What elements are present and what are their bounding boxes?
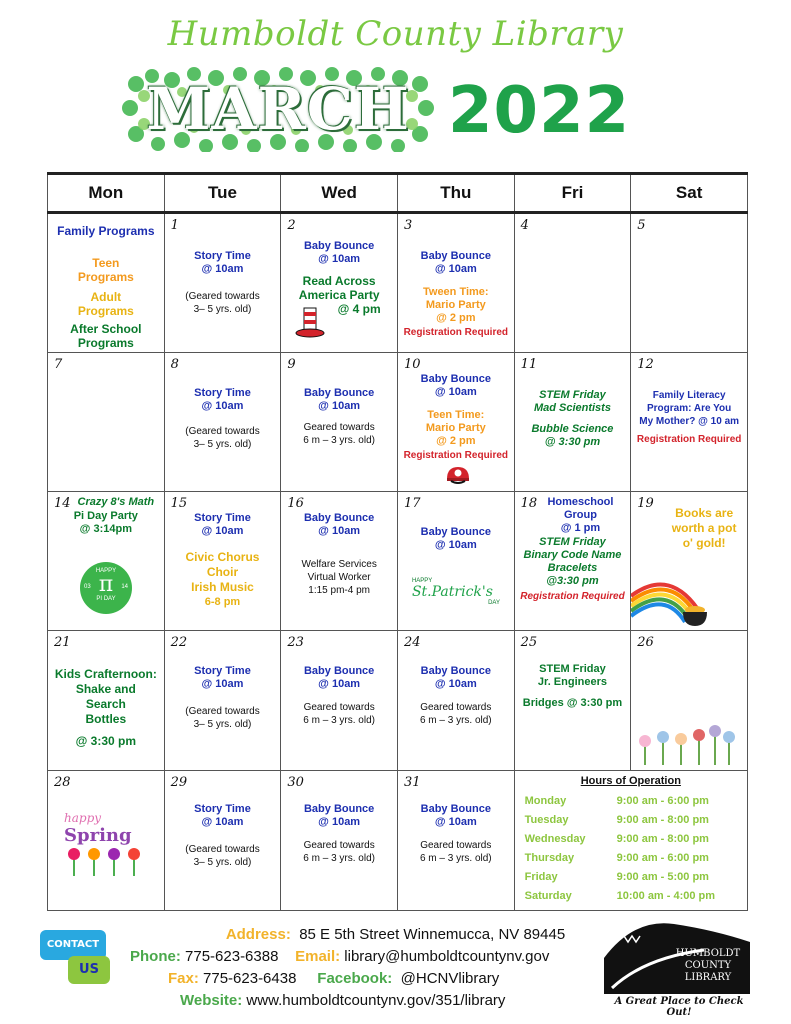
logo-tagline: A Great Place to Check Out!: [614, 996, 744, 1018]
day-cell-8: [164, 353, 281, 492]
weekday-sat: Sat: [631, 174, 748, 213]
event-bubble-science: Bubble Science @ 3:30 pm: [531, 423, 614, 448]
month-banner: [122, 66, 434, 152]
event-note: Geared towards 6 m – 3 yrs. old): [303, 422, 375, 446]
event-note: (Geared towards 3– 5 yrs. old): [185, 706, 260, 730]
event-baby-bounce: Baby Bounce @ 10am: [420, 250, 491, 275]
day-number: 11: [520, 357, 538, 372]
legend-teen: Teen Programs: [77, 256, 134, 284]
registration-required: Registration Required: [520, 591, 625, 602]
day-cell-28: [48, 771, 165, 911]
day-cell-5: [631, 213, 748, 353]
day-cell-10: [397, 353, 514, 492]
event-homeschool: Homeschool Group @ 1 pm: [547, 496, 614, 534]
event-books-gold: Books are worth a pot o' gold!: [671, 506, 737, 550]
rainbow-pot-icon: [631, 556, 741, 626]
event-story-time: Story Time @ 10am: [194, 387, 251, 412]
hours-title: Hours of Operation: [580, 775, 681, 787]
day-cell-22: [164, 631, 281, 771]
library-logo: [604, 918, 754, 1018]
day-number: 1: [170, 218, 179, 233]
st-patricks-graphic: [412, 578, 504, 606]
event-story-time: Story Time @ 10am: [194, 512, 251, 537]
event-baby-bounce: Baby Bounce @ 10am: [303, 240, 375, 265]
hours-of-operation: Hours of Operation Monday 9:00 am - 6:00 pm Tuesday 9:00 am - 8:00 pm Wednesday 9:00 am - 8:00 pm Thursday 9:00 am - 6:00 pm Friday 9:00 am - 5:00 pm Saturday 10:00 am - 4:00 pm: [514, 771, 747, 911]
library-title: Humboldt County Library: [167, 14, 624, 54]
pi-badge-bottom: PI DAY: [96, 596, 116, 602]
pi-badge-right: 14: [121, 584, 128, 590]
event-baby-bounce: Baby Bounce @ 10am: [420, 665, 491, 690]
event-baby-bounce: Baby Bounce @ 10am: [420, 373, 491, 398]
spring-text: Spring: [64, 825, 132, 846]
phone-link[interactable]: 775-623-6388: [185, 948, 279, 965]
day-number: 26: [637, 635, 654, 650]
event-baby-bounce: Baby Bounce @ 10am: [420, 526, 491, 551]
logo-text-1: HUMBOLDT: [675, 948, 741, 959]
day-cell-4: [514, 213, 631, 353]
weekday-header-row: [48, 174, 748, 213]
day-cell-14: [48, 492, 165, 631]
day-cell-7: [48, 353, 165, 492]
legend-after-school: After School Programs: [70, 322, 142, 350]
day-number: 18: [520, 496, 538, 511]
event-baby-bounce: Baby Bounce @ 10am: [303, 803, 375, 828]
day-number: 14: [54, 496, 71, 511]
facebook-link[interactable]: @HCNVlibrary: [400, 970, 500, 987]
day-cell-21: [48, 631, 165, 771]
day-number: 4: [520, 218, 529, 233]
event-note: (Geared towards 3– 5 yrs. old): [185, 291, 260, 315]
registration-required: Registration Required: [403, 327, 509, 338]
month-label: MARCH: [146, 75, 410, 143]
weekday-fri: Fri: [514, 174, 631, 213]
event-note: Geared towards 6 m – 3 yrs. old): [303, 840, 375, 864]
st-patricks-happy: HAPPY: [411, 578, 433, 584]
event-pi-day: Pi Day Party @ 3:14pm: [73, 510, 138, 535]
day-cell-2: [281, 213, 398, 353]
day-cell-1: [164, 213, 281, 353]
day-cell-15: [164, 492, 281, 631]
event-note: Geared towards 6 m – 3 yrs. old): [303, 702, 375, 726]
event-bridges: Bridges @ 3:30 pm: [522, 697, 623, 709]
day-number: 22: [170, 635, 188, 650]
event-tween-time: Tween Time: Mario Party @ 2 pm: [422, 286, 489, 324]
contact-bubble: CONTACT: [40, 930, 106, 960]
event-baby-bounce: Baby Bounce @ 10am: [303, 387, 375, 412]
day-cell-17: [397, 492, 514, 631]
event-read-across: Read Across America Party @ 4 pm: [298, 274, 381, 316]
event-teen-time: Teen Time: Mario Party @ 2 pm: [425, 409, 486, 447]
event-note: Geared towards 6 m – 3 yrs. old): [419, 840, 492, 864]
registration-required: Registration Required: [403, 450, 509, 461]
legend-cell: [48, 213, 165, 353]
footer-address: Address: 85 E 5th Street Winnemucca, NV 89445: [225, 926, 566, 943]
event-note: (Geared towards 3– 5 yrs. old): [185, 426, 260, 450]
day-cell-29: [164, 771, 281, 911]
day-number: 28: [54, 775, 71, 790]
weekday-thu: Thu: [397, 174, 514, 213]
day-number: 8: [170, 357, 179, 372]
website-link[interactable]: www.humboldtcountynv.gov/351/library: [246, 992, 506, 1009]
day-cell-16: [281, 492, 398, 631]
day-number: 25: [520, 635, 538, 650]
happy-spring-graphic: [64, 811, 154, 881]
day-cell-26: [631, 631, 748, 771]
legend-adult: Adult Programs: [77, 290, 134, 318]
weekday-mon: Mon: [48, 174, 165, 213]
flowers-icon: [635, 723, 735, 767]
registration-required: Registration Required: [636, 434, 742, 445]
pi-icon: π: [98, 572, 114, 597]
day-number: 17: [403, 496, 421, 511]
day-cell-19: [631, 492, 748, 631]
pi-badge-left: 03: [84, 584, 91, 590]
cat-in-hat-icon: [295, 306, 325, 340]
weekday-tue: Tue: [164, 174, 281, 213]
event-stem-jr-engineers: STEM Friday Jr. Engineers: [537, 663, 607, 688]
day-cell-18: [514, 492, 631, 631]
event-stem-binary: STEM Friday Binary Code Name Bracelets @3:30 pm: [523, 536, 622, 587]
event-note: Geared towards 6 m – 3 yrs. old): [419, 702, 492, 726]
day-number: 3: [403, 218, 413, 233]
day-cell-31: [397, 771, 514, 911]
day-number: 30: [287, 775, 304, 790]
day-number: 23: [287, 635, 304, 650]
event-note: (Geared towards 3– 5 yrs. old): [185, 844, 260, 868]
day-cell-11: [514, 353, 631, 492]
day-number: 21: [54, 635, 71, 650]
pi-day-badge: [80, 562, 132, 614]
event-story-time: Story Time @ 10am: [194, 665, 251, 690]
day-number: 16: [287, 496, 304, 511]
event-kids-crafternoon: Kids Crafternoon: Shake and Search Bottles: [54, 667, 157, 726]
day-cell-25: [514, 631, 631, 771]
footer-phone-email: Phone: 775-623-6388 Email: library@humboldtcountynv.gov: [130, 948, 550, 965]
mario-hat-icon: [445, 465, 471, 485]
calendar-grid: [47, 172, 748, 911]
event-civic-chorus: Civic Chorus Choir Irish Music: [185, 550, 260, 594]
event-story-time: Story Time @ 10am: [194, 803, 251, 828]
day-number: 9: [287, 357, 296, 372]
event-crazy-8s: Crazy 8's Math: [77, 496, 155, 508]
logo-text-2: COUNTY: [684, 960, 732, 971]
day-number: 24: [403, 635, 421, 650]
event-baby-bounce: Baby Bounce @ 10am: [303, 512, 375, 537]
day-number: 5: [637, 218, 646, 233]
legend-family: Family Programs: [57, 224, 155, 238]
day-cell-9: [281, 353, 398, 492]
email-link[interactable]: library@humboldtcountynv.gov: [344, 948, 550, 965]
day-number: 2: [287, 218, 296, 233]
event-baby-bounce: Baby Bounce @ 10am: [420, 803, 491, 828]
spring-flowers-icon: [64, 846, 144, 876]
day-cell-30: [281, 771, 398, 911]
day-number: 29: [170, 775, 188, 790]
event-stem-friday: STEM Friday Mad Scientists: [533, 389, 611, 414]
day-number: 31: [403, 775, 421, 790]
day-number: 19: [637, 496, 654, 511]
day-number: 10: [403, 357, 421, 372]
day-number: 15: [170, 496, 188, 511]
year-label: 2022: [448, 74, 631, 148]
event-time: @ 3:30 pm: [75, 734, 137, 748]
day-number: 12: [637, 357, 654, 372]
footer-website: Website: www.humboldtcountynv.gov/351/library: [180, 992, 506, 1009]
pi-badge-top: HAPPY: [95, 568, 117, 574]
day-cell-12: [631, 353, 748, 492]
day-cell-24: [397, 631, 514, 771]
event-welfare-services: Welfare Services Virtual Worker 1:15 pm-4 pm: [301, 559, 377, 596]
us-bubble: US: [68, 956, 110, 984]
st-patricks-title: St.Patrick's: [411, 584, 493, 600]
event-story-time: Story Time @ 10am: [194, 250, 251, 275]
logo-text-3: LIBRARY: [684, 972, 732, 983]
weekday-wed: Wed: [281, 174, 398, 213]
footer-fax-facebook: Fax: 775-623-6438 Facebook: @HCNVlibrary: [168, 970, 500, 987]
event-baby-bounce: Baby Bounce @ 10am: [303, 665, 375, 690]
day-cell-23: [281, 631, 398, 771]
event-time: 6-8 pm: [204, 596, 241, 608]
st-patricks-day: DAY: [488, 600, 500, 606]
event-family-literacy: Family Literacy Program: Are You My Mother? @ 10 am: [639, 390, 740, 427]
day-number: 7: [54, 357, 63, 372]
day-cell-3: [397, 213, 514, 353]
happy-text: happy: [64, 811, 102, 825]
